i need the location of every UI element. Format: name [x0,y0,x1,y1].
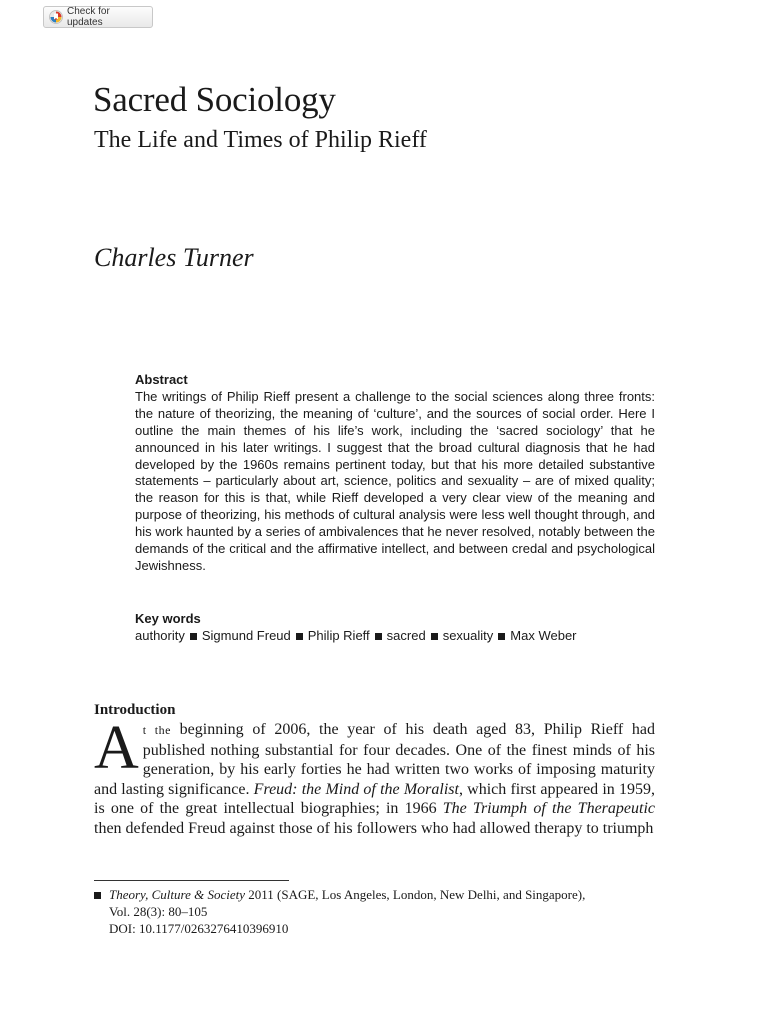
square-bullet-icon [498,633,505,640]
keyword: Max Weber [510,628,577,643]
article-title: Sacred Sociology [93,80,336,119]
square-bullet-icon [296,633,303,640]
keywords-list [135,627,665,644]
square-bullet-icon [431,633,438,640]
journal-name: Theory, Culture & Society [109,887,245,902]
author-name: Charles Turner [94,243,254,272]
intro-text: then defended Freud against those of his followers who had allowed therapy to triumph [94,819,654,837]
article-subtitle: The Life and Times of Philip Rieff [94,127,427,153]
introduction-heading: Introduction [94,702,176,718]
check-for-updates-label: Check for updates [67,6,110,28]
doi-link[interactable]: DOI: 10.1177/0263276410396910 [109,921,289,936]
drop-cap: A [94,714,139,782]
footnote-rule [94,880,289,881]
lead-in-smallcaps: t the [142,723,171,737]
citation-line [94,886,664,903]
keyword: sexuality [442,628,494,643]
publisher-info: 2011 (SAGE, Los Angeles, London, New Delhi, and Singapore), [245,887,586,902]
intro-text: beginning of 2006, the year of his death aged 83, Philip Rieff had published nothing substantial for four decades. One of the finest minds of his generation, by his early forties he had written two works of imposing maturity and lasting significance. [94,721,656,798]
abstract-section [135,372,655,575]
intro-text: , which first appeared in 1959, is one of the great intellectual biographies; in 1966 [94,780,656,818]
crossmark-icon [49,10,63,24]
book-title: Freud: the Mind of the Moralist [253,780,459,798]
keyword: Philip Rieff [307,628,370,643]
square-bullet-icon [190,633,197,640]
keyword: Sigmund Freud [201,628,291,643]
square-bullet-icon [94,892,101,899]
book-title: The Triumph of the Therapeutic [442,800,655,818]
volume-info: Vol. 28(3): 80–105 [109,904,208,919]
introduction-paragraph [94,714,656,839]
square-bullet-icon [375,633,382,640]
abstract-heading: Abstract [135,372,188,387]
keywords-section [135,610,665,644]
check-for-updates-badge[interactable] [43,6,153,28]
keyword: sacred [386,628,426,643]
abstract-text: The writings of Philip Rieff present a challenge to the social sciences along three fronts: the nature of theorizing, the meaning of ‘culture’, and the sources of social order. Here I outline the main themes of his life’s work, including the ‘sacred sociology’ that he announced in his later writings. I suggest that the broad cultural diagnosis that he had developed by the 1960s remains pertinent today, but that his more detailed substantive statements – particularly about art, science, politics and sexuality – are of mixed quality; the reason for this is that, while Rieff developed a very clear view of the meaning and purpose of theorizing, his methods of cultural analysis were less well thought through, and his work haunted by a series of ambivalences that he never resolved, notably between the demands of the critical and the affirmative intellect, and between credal and psychological Jewishness. [135,388,655,573]
keywords-heading: Key words [135,611,201,626]
citation-footnote [94,886,664,937]
keyword: authority [135,628,185,643]
